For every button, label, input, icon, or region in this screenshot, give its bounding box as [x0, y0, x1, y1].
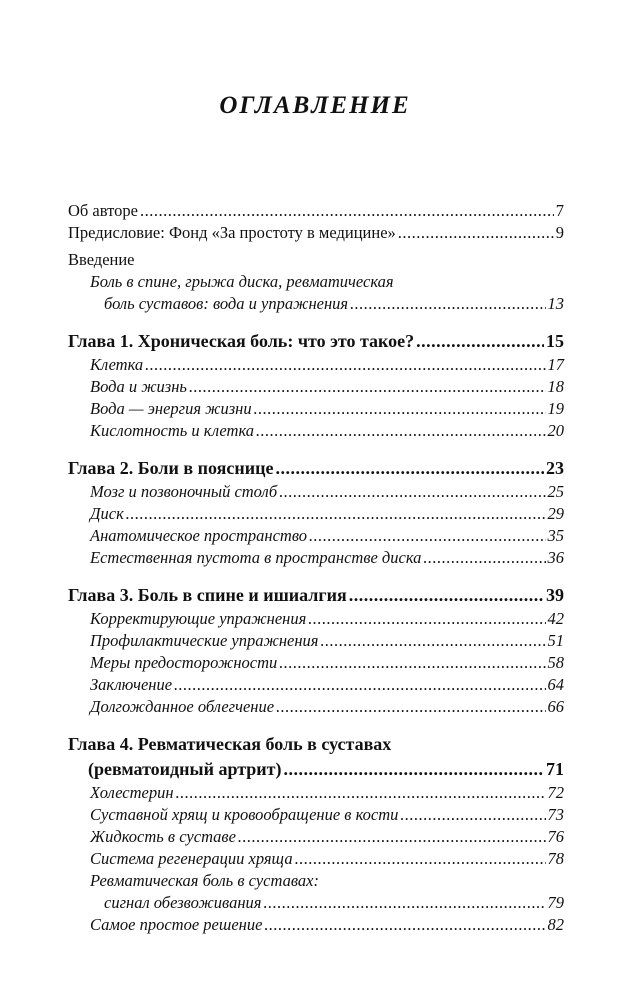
- chapter-page: 23: [546, 458, 564, 478]
- dot-leader: [275, 456, 544, 481]
- toc-entry[interactable]: [68, 804, 564, 826]
- dot-leader: [279, 481, 545, 503]
- toc-entry[interactable]: [68, 222, 564, 244]
- toc-entry-page: 66: [547, 697, 564, 716]
- toc-entry-label: Меры предосторожности: [90, 653, 278, 672]
- toc-entry[interactable]: [68, 293, 564, 315]
- toc-entry[interactable]: [68, 782, 564, 804]
- toc-chapter-3[interactable]: [68, 583, 564, 608]
- toc-entry-page: 76: [547, 827, 564, 846]
- toc-entry-page: 78: [547, 849, 564, 868]
- toc-entry[interactable]: [68, 547, 564, 569]
- table-of-contents: [68, 200, 564, 936]
- dot-leader: [416, 329, 544, 354]
- toc-entry-page: 36: [547, 548, 564, 567]
- toc-entry-label: боль суставов: вода и упражнения: [104, 294, 349, 313]
- toc-entry-page: 17: [547, 355, 564, 374]
- toc-entry-label: Система регенерации хряща: [90, 849, 293, 868]
- toc-entry-page: 51: [547, 631, 564, 650]
- toc-entry-label: Заключение: [90, 675, 173, 694]
- dot-leader: [295, 848, 546, 870]
- toc-entry[interactable]: [68, 652, 564, 674]
- toc-entry-label: Мозг и позвоночный столб: [90, 482, 278, 501]
- toc-entry-page: 18: [547, 377, 564, 396]
- toc-entry-page: 9: [555, 223, 564, 242]
- dot-leader: [276, 696, 545, 718]
- dot-leader: [238, 826, 546, 848]
- toc-entry[interactable]: [68, 503, 564, 525]
- toc-entry-label: Холестерин: [90, 783, 174, 802]
- toc-entry-page: 73: [547, 805, 564, 824]
- dot-leader: [423, 547, 545, 569]
- dot-leader: [279, 652, 545, 674]
- toc-entry-page: 58: [547, 653, 564, 672]
- toc-entry[interactable]: [68, 826, 564, 848]
- chapter-page: 71: [546, 759, 564, 779]
- toc-entry-page: 42: [547, 609, 564, 628]
- toc-entry-page: 25: [547, 482, 564, 501]
- toc-entry-label[interactable]: Ревматическая боль в суставах:: [90, 871, 319, 890]
- dot-leader: [350, 293, 545, 315]
- toc-entry-page: 82: [547, 915, 564, 934]
- dot-leader: [145, 354, 545, 376]
- toc-entry-label: Суставной хрящ и кровообращение в кости: [90, 805, 399, 824]
- toc-entry[interactable]: [68, 200, 564, 222]
- toc-chapter-4-title[interactable]: Глава 4. Ревматическая боль в суставах: [68, 734, 392, 754]
- toc-entry[interactable]: [68, 608, 564, 630]
- toc-entry-page: 13: [547, 294, 564, 313]
- toc-entry-label: Предисловие: Фонд «За простоту в медицине»: [68, 223, 396, 242]
- chapter-title: Глава 1. Хроническая боль: что это такое?: [68, 331, 415, 351]
- toc-entry-label: Вода — энергия жизни: [90, 399, 252, 418]
- toc-entry-label: Профилактические упражнения: [90, 631, 319, 650]
- dot-leader: [263, 892, 545, 914]
- dot-leader: [284, 757, 544, 782]
- toc-chapter-2[interactable]: [68, 456, 564, 481]
- dot-leader: [309, 525, 545, 547]
- dot-leader: [126, 503, 546, 525]
- dot-leader: [398, 222, 554, 244]
- toc-entry-page: 19: [547, 399, 564, 418]
- toc-entry[interactable]: [68, 848, 564, 870]
- chapter-title: Глава 2. Боли в пояснице: [68, 458, 274, 478]
- chapter-page: 15: [546, 331, 564, 351]
- toc-entry[interactable]: [68, 892, 564, 914]
- toc-entry-label: Диск: [90, 504, 124, 523]
- dot-leader: [400, 804, 545, 826]
- page-title: ОГЛАВЛЕНИЕ: [219, 92, 411, 119]
- toc-entry-label: Об авторе: [68, 201, 138, 220]
- chapter-page: 39: [546, 585, 564, 605]
- dot-leader: [256, 420, 545, 442]
- toc-entry-label: Корректирующие упражнения: [90, 609, 307, 628]
- toc-entry-label[interactable]: Боль в спине, грыжа диска, ревматическая: [90, 272, 394, 291]
- dot-leader: [349, 583, 544, 608]
- toc-entry-label: сигнал обезвоживания: [104, 893, 262, 912]
- toc-entry-page: 35: [547, 526, 564, 545]
- toc-entry-page: 79: [547, 893, 564, 912]
- toc-entry[interactable]: [68, 696, 564, 718]
- toc-chapter-4[interactable]: [68, 757, 564, 782]
- toc-entry-page: 29: [547, 504, 564, 523]
- toc-entry[interactable]: [68, 398, 564, 420]
- dot-leader: [254, 398, 546, 420]
- toc-entry[interactable]: [68, 525, 564, 547]
- dot-leader: [189, 376, 546, 398]
- toc-entry-label: Жидкость в суставе: [90, 827, 236, 846]
- toc-entry[interactable]: [68, 420, 564, 442]
- dot-leader: [174, 674, 545, 696]
- toc-entry[interactable]: [68, 630, 564, 652]
- toc-entry-label: Кислотность и клетка: [90, 421, 255, 440]
- toc-entry-label: Анатомическое пространство: [90, 526, 308, 545]
- toc-entry-page: 20: [547, 421, 564, 440]
- toc-entry-label: Долгожданное облегчение: [90, 697, 275, 716]
- dot-leader: [320, 630, 545, 652]
- dot-leader: [264, 914, 545, 936]
- toc-entry-label: Естественная пустота в пространстве диска: [90, 548, 422, 567]
- toc-entry-page: 64: [547, 675, 564, 694]
- toc-entry[interactable]: [68, 354, 564, 376]
- toc-entry-label: Вода и жизнь: [90, 377, 187, 396]
- chapter-title: (ревматоидный артрит): [88, 759, 282, 779]
- toc-entry-label: Клетка: [90, 355, 144, 374]
- dot-leader: [176, 782, 546, 804]
- toc-entry[interactable]: [68, 674, 564, 696]
- toc-entry[interactable]: [68, 376, 564, 398]
- toc-entry[interactable]: [68, 481, 564, 503]
- toc-entry-page: 7: [555, 201, 564, 220]
- toc-entry[interactable]: [68, 914, 564, 936]
- toc-chapter-1[interactable]: [68, 329, 564, 354]
- dot-leader: [140, 200, 554, 222]
- toc-section-title[interactable]: Введение: [68, 250, 135, 269]
- toc-entry-label: Самое простое решение: [90, 915, 263, 934]
- chapter-title: Глава 3. Боль в спине и ишиалгия: [68, 585, 347, 605]
- toc-entry-page: 72: [547, 783, 564, 802]
- dot-leader: [308, 608, 545, 630]
